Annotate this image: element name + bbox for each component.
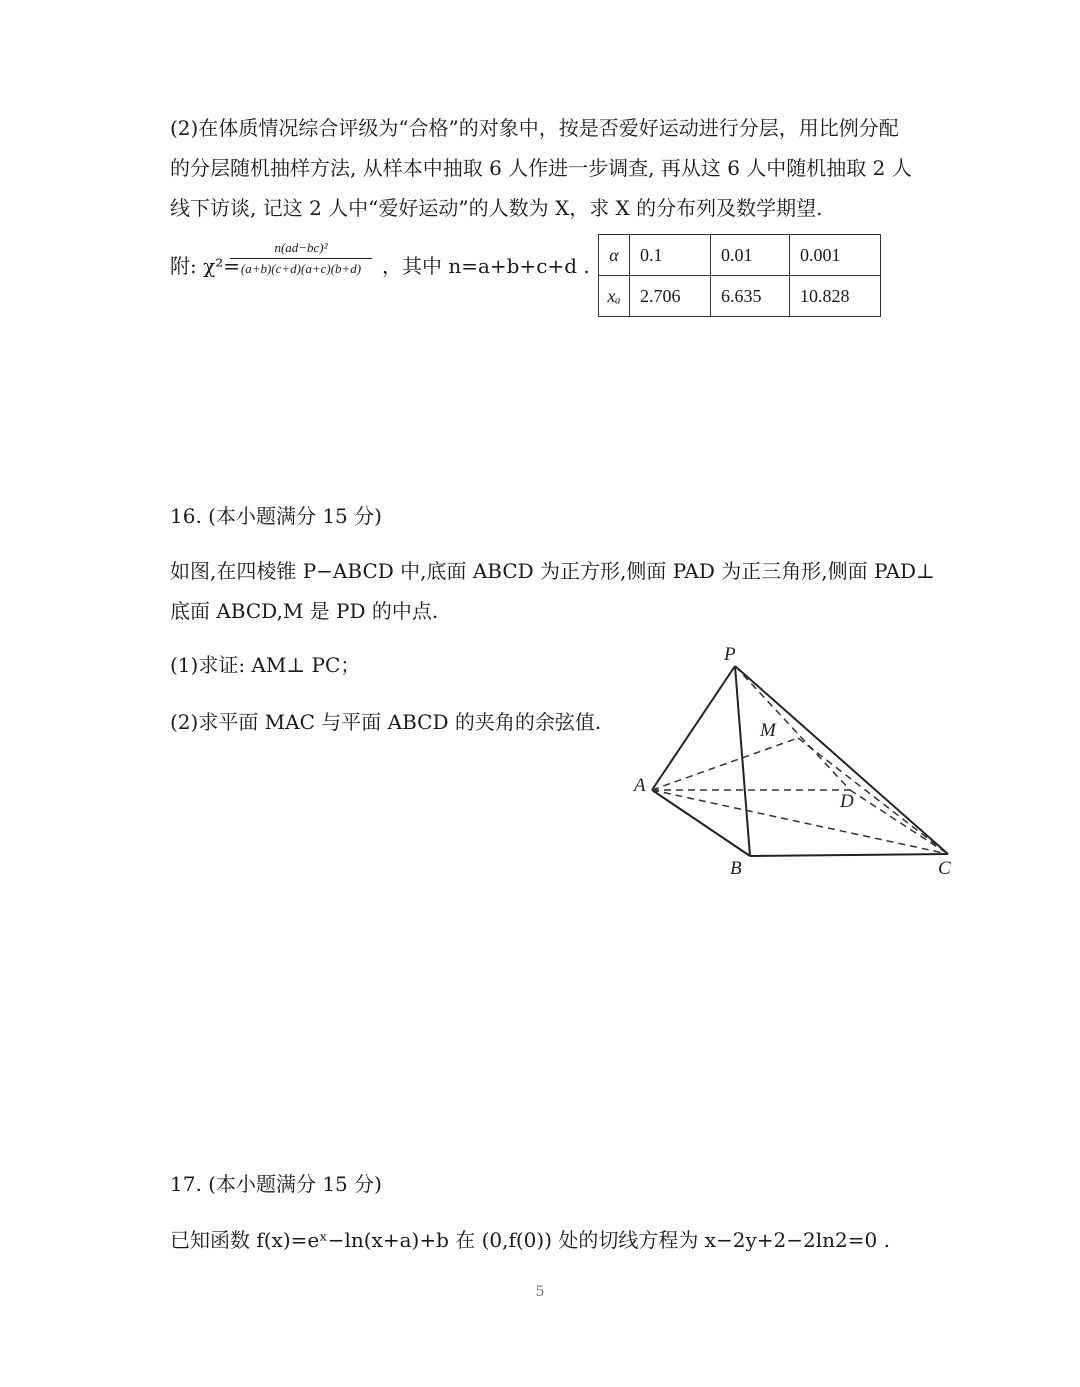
label-a: A — [634, 775, 646, 796]
q17-stem: 已知函数 f(x)=eˣ−ln(x+a)+b 在 (0,f(0)) 处的切线方程为 x−2y+2−2ln2=0 . — [170, 1228, 890, 1252]
label-m: M — [760, 720, 776, 741]
segment-mc-hidden — [798, 738, 948, 854]
q15-part2-line1: (2)在体质情况综合评级为“合格”的对象中，按是否爱好运动进行分层，用比例分配 — [170, 116, 899, 140]
diagonal-ac-hidden — [652, 790, 948, 854]
q17-title: 17. (本小题满分 15 分) — [170, 1172, 382, 1196]
q16-part2: (2)求平面 MAC 与平面 ABCD 的夹角的余弦值. — [170, 710, 602, 734]
edge-pc — [735, 666, 948, 854]
q15-part2-line3: 线下访谈, 记这 2 人中“爱好运动”的人数为 X，求 X 的分布列及数学期望. — [170, 196, 823, 220]
fraction-bar — [230, 258, 372, 259]
edge-pd-hidden — [735, 666, 850, 790]
q15-part2-line2: 的分层随机抽样方法, 从样本中抽取 6 人作进一步调查, 再从这 6 人中随机抽取 2 人 — [170, 156, 912, 180]
segment-am-hidden — [652, 738, 798, 790]
formula-denominator: (a+b)(c+d)(a+c)(b+d) — [240, 261, 362, 276]
table-cell: 2.706 — [630, 276, 711, 317]
label-b: B — [730, 858, 742, 879]
edge-pa — [652, 666, 735, 790]
q16-title: 16. (本小题满分 15 分) — [170, 504, 382, 528]
label-p: P — [724, 644, 736, 665]
formula-suffix: ，其中 n=a+b+c+d . — [382, 254, 590, 278]
edge-bc — [750, 854, 948, 856]
formula-numerator: n(ad−bc)² — [274, 240, 328, 255]
table-cell: 0.1 — [630, 235, 711, 276]
q16-part1: (1)求证: AM⊥ PC； — [170, 653, 361, 677]
x-alpha-header: xₐ — [599, 276, 630, 317]
table-cell: 10.828 — [790, 276, 881, 317]
critical-value-table — [598, 234, 881, 317]
label-c: C — [938, 858, 951, 879]
pyramid-figure — [620, 636, 980, 886]
alpha-header: α — [599, 235, 630, 276]
edge-pb — [735, 666, 750, 856]
table-row — [599, 276, 881, 317]
page-number: 5 — [535, 1284, 545, 1300]
table-cell: 6.635 — [711, 276, 790, 317]
edge-dc-hidden — [850, 790, 948, 854]
formula-fraction — [230, 240, 372, 277]
label-d: D — [840, 791, 854, 812]
table-cell: 0.001 — [790, 235, 881, 276]
q16-stem-line1: 如图,在四棱锥 P−ABCD 中,底面 ABCD 为正方形,侧面 PAD 为正三角形,侧面 PAD⊥ — [170, 559, 935, 583]
table-row — [599, 235, 881, 276]
table-cell: 0.01 — [711, 235, 790, 276]
formula-prefix: 附: χ²= — [170, 254, 240, 278]
q16-stem-line2: 底面 ABCD,M 是 PD 的中点. — [170, 599, 439, 623]
